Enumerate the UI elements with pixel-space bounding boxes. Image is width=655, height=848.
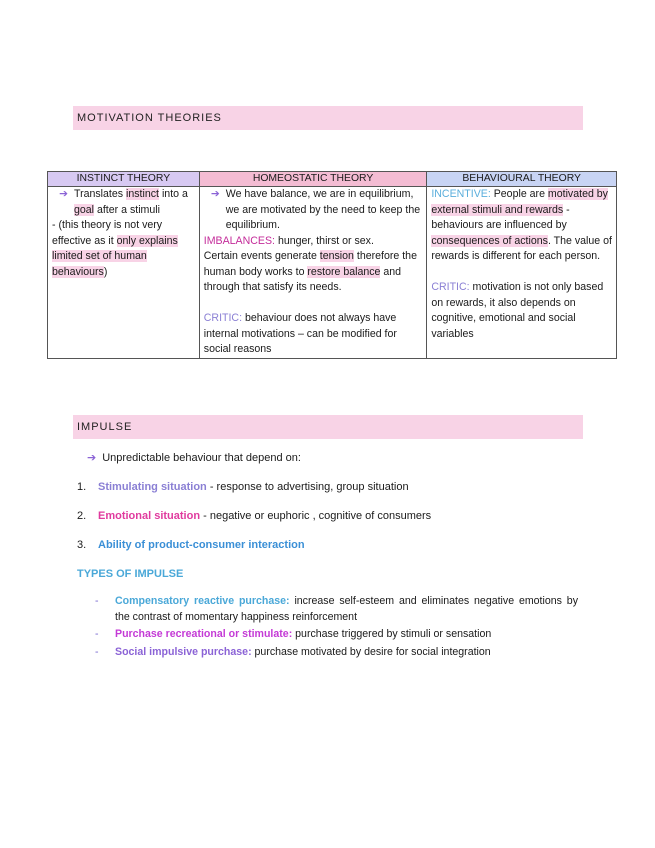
header-homeostatic-theory: HOMEOSTATIC THEORY (199, 172, 427, 187)
homeostatic-critic: CRITIC: behaviour does not always have internal motivations – can be modified for social reasons (203, 312, 397, 355)
types-of-impulse-heading: TYPES OF IMPULSE (77, 568, 184, 580)
theories-table (47, 171, 617, 359)
impulse-intro (87, 451, 301, 464)
events-text: Certain events generate tension therefore the human body works to restore balance and through that satisfy its needs. (203, 250, 417, 293)
instinct-bullet-text: Translates instinct into a goal after a stimuli (74, 188, 188, 216)
arrow-right-icon: ➔ (59, 188, 68, 200)
homeostatic-bullet-text: We have balance, we are in equilibrium, we are motivated by the need to keep the equilibrium. (225, 188, 421, 231)
list-item: - Purchase recreational or stimulate: purchase triggered by stimuli or sensation (95, 628, 492, 640)
instinct-note: - (this theory is not very effective as it only explains limited set of human behaviours) (52, 219, 178, 278)
impulse-heading: IMPULSE (73, 415, 583, 439)
incentive-label: INCENTIVE: (431, 188, 491, 200)
critic-label: CRITIC: (203, 312, 243, 324)
list-item: 2. Emotional situation - negative or euphoric , cognitive of consumers (77, 510, 432, 522)
instinct-bullet (52, 187, 195, 218)
header-behavioural-theory: BEHAVIOURAL THEORY (427, 172, 617, 187)
motivation-theories-heading: MOTIVATION THEORIES (73, 106, 583, 130)
imbalances-line: IMBALANCES: hunger, thirst or sex. (203, 234, 374, 247)
impulse-intro-text: Unpredictable behaviour that depend on: (102, 452, 301, 464)
cell-instinct (48, 187, 200, 359)
header-instinct-theory: INSTINCT THEORY (48, 172, 200, 187)
arrow-right-icon: ➔ (210, 188, 220, 200)
critic-label: CRITIC: (431, 281, 470, 293)
arrow-right-icon: ➔ (87, 452, 97, 464)
list-item: - Social impulsive purchase: purchase motivated by desire for social integration (95, 645, 491, 658)
list-item: 3. Ability of product-consumer interaction (77, 539, 305, 551)
behavioural-critic: CRITIC: motivation is not only based on rewards, it also depends on cognitive, emotional and social variables (431, 281, 604, 340)
table-row (48, 187, 617, 359)
cell-homeostatic (199, 187, 427, 359)
imbalances-label: IMBALANCES: (203, 234, 275, 247)
list-item: - Compensatory reactive purchase: increase self-esteem and eliminates negative emotions by the contrast of momentary happiness reinforcement (95, 595, 578, 623)
impulse-factors-list (77, 481, 431, 568)
table-header-row (48, 172, 617, 187)
cell-behavioural (427, 187, 617, 359)
impulse-types-list (95, 594, 578, 662)
list-item: 1. Stimulating situation - response to advertising, group situation (77, 481, 409, 493)
homeostatic-bullet (204, 187, 423, 234)
incentive-text: INCENTIVE: People are motivated by external stimuli and rewards - behaviours are influenced by consequences of actions. The value of rewards is different for each person. (431, 188, 612, 262)
